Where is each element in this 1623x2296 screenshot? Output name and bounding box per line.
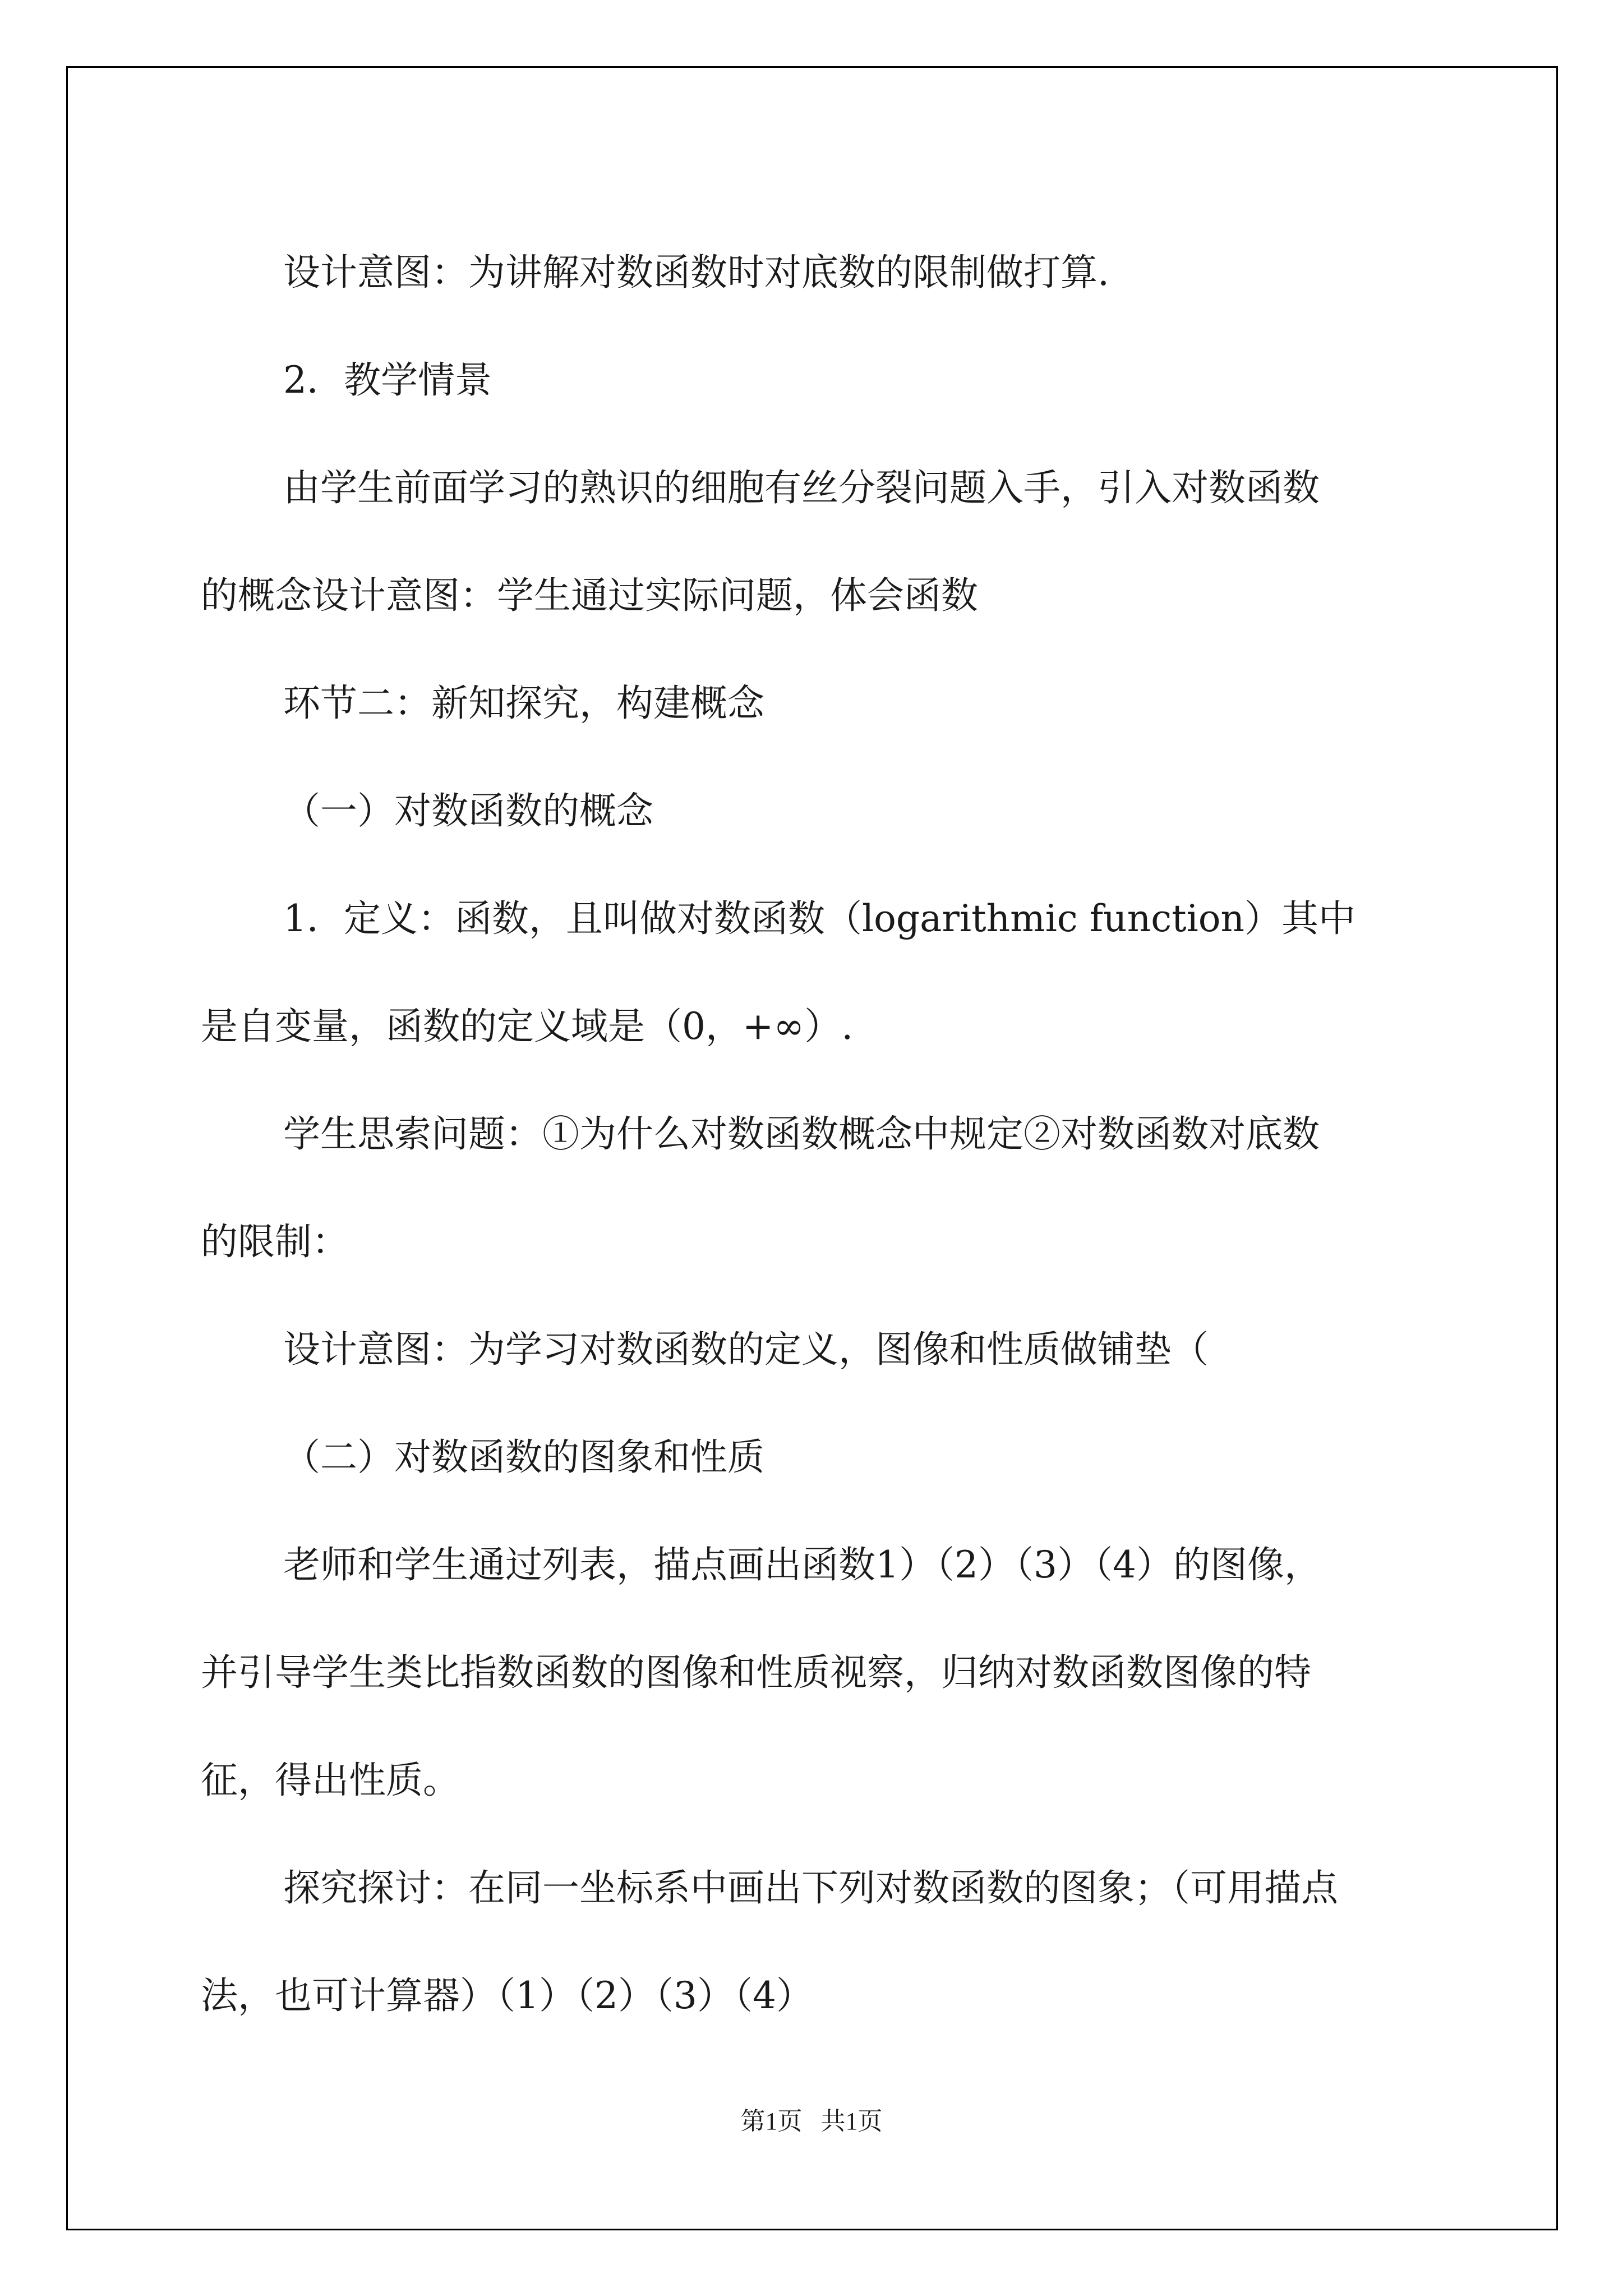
paragraph-exploration-line-1: 探究探讨：在同一坐标系中画出下列对数函数的图象；（可用描点 xyxy=(283,1866,1338,1910)
paragraph-introduction-line-2: 的概念设计意图：学生通过实际问题，体会函数 xyxy=(201,574,978,617)
paragraph-design-intent-1: 设计意图：为讲解对数函数时对底数的限制做打算. xyxy=(283,251,1109,294)
paragraph-graphing-line-3: 征，得出性质。 xyxy=(201,1759,460,1802)
paragraph-graphing-line-1: 老师和学生通过列表，描点画出函数1）（2）（3）（4）的图像， xyxy=(283,1543,1321,1586)
paragraph-definition-line-1: 1．定义：函数，且叫做对数函数（logarithmic function）其中 xyxy=(283,897,1356,940)
heading-graph-properties: （二）对数函数的图象和性质 xyxy=(283,1435,764,1479)
document-body xyxy=(201,219,1435,2050)
paragraph-graphing-line-2: 并引导学生类比指数函数的图像和性质视察，归纳对数函数图像的特 xyxy=(201,1651,1311,1694)
paragraph-design-intent-2: 设计意图：为学习对数函数的定义，图像和性质做铺垫（ xyxy=(283,1328,1209,1371)
page-number-footer: 第1页 共1页 xyxy=(740,2108,883,2135)
paragraph-definition-line-2: 是自变量，函数的定义域是（0，+∞）. xyxy=(201,1005,854,1048)
paragraph-introduction-line-1: 由学生前面学习的熟识的细胞有丝分裂问题入手，引入对数函数 xyxy=(283,466,1320,509)
heading-section-two: 环节二：新知探究，构建概念 xyxy=(283,682,764,725)
heading-teaching-scenario: 2．教学情景 xyxy=(283,358,492,402)
paragraph-exploration-line-2: 法，也可计算器）（1）（2）（3）（4） xyxy=(201,1974,813,2017)
paragraph-student-questions-line-2: 的限制： xyxy=(201,1220,349,1263)
heading-concept: （一）对数函数的概念 xyxy=(283,789,653,832)
paragraph-student-questions-line-1: 学生思索问题：①为什么对数函数概念中规定②对数函数对底数 xyxy=(283,1112,1320,1156)
